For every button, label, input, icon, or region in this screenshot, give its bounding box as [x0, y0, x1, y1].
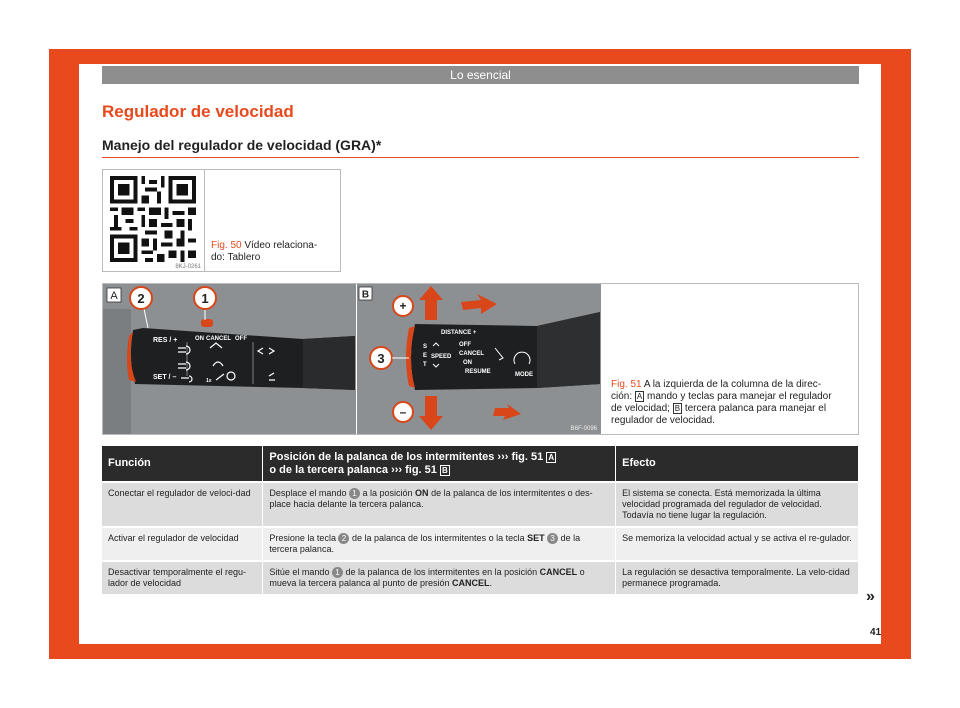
callout-number: 1	[332, 567, 343, 578]
function-table	[102, 446, 859, 594]
caption-line: mando y teclas para manejar el regulador	[647, 391, 832, 402]
callout-2: 2	[137, 291, 145, 306]
box-letter-a: A	[548, 452, 555, 462]
minus-callout: –	[399, 405, 407, 419]
figure-50-caption	[211, 240, 337, 264]
page-number: 41	[870, 627, 882, 638]
caption-line: ción:	[611, 391, 633, 402]
qr-code-video-link[interactable]	[103, 170, 205, 272]
figure-51-caption	[611, 379, 851, 427]
box-letter-b: B	[441, 465, 448, 475]
figure-label: Fig. 51	[611, 379, 642, 390]
set-label: SET / –	[153, 374, 177, 381]
on-label: ON	[195, 336, 204, 342]
header-efecto: Efecto	[616, 446, 859, 482]
key-label: SET	[527, 533, 545, 543]
cell-posicion: Desplace el mando 1 a la posición ON de la palanca de los intermitentes o des-place hacia delante la tercera palanca.	[263, 482, 616, 527]
on-label: ON	[463, 360, 472, 366]
callout-1: 1	[201, 291, 209, 306]
cell-funcion: Activar el regulador de velocidad	[102, 527, 263, 561]
box-letter-b: B	[674, 404, 681, 413]
callout-number: 3	[547, 533, 558, 544]
s-label: S	[423, 344, 428, 350]
callout-3: 3	[377, 351, 385, 366]
figure-code: 8KJ-0261	[175, 264, 201, 270]
section-header: Lo esencial	[102, 66, 859, 84]
panel-letter: B	[361, 289, 370, 301]
cell-efecto: La regulación se desactiva temporalmente. La velo-cidad permanece programada.	[616, 561, 859, 594]
caption-line: A la izquierda de la columna de la direc-	[643, 379, 822, 390]
callout-box-a	[107, 288, 121, 302]
key-label: CANCEL	[452, 578, 490, 589]
caption-line: tercera palanca para manejar el	[684, 403, 827, 414]
one-x-label: 1x	[206, 378, 212, 384]
header-posicion: Posición de la palanca de los intermitentes ››› fig. 51 A o de la tercera palanca ››› fig. 51 B	[263, 446, 616, 482]
key-label: CANCEL	[539, 567, 578, 578]
cell-efecto: Se memoriza la velocidad actual y se activa el re-gulador.	[616, 527, 859, 561]
cell-posicion: Presione la tecla 2 de la palanca de los intermitentes o la tecla SET 3 de la tercera palanca.	[263, 527, 616, 561]
page-title: Regulador de velocidad	[102, 102, 294, 121]
figure-51	[102, 283, 859, 435]
caption-line: de velocidad;	[611, 403, 670, 414]
table-row	[102, 482, 859, 527]
subtitle-divider	[102, 157, 859, 158]
figure-code: B6F-0096	[570, 426, 597, 432]
section-subtitle: Manejo del regulador de velocidad (GRA)*	[102, 137, 382, 153]
callout-number: 1	[349, 488, 360, 499]
cell-posicion: Sitúe el mando 1 de la palanca de los intermitentes en la posición CANCEL o mueva la tercera palanca al punto de presión CANCEL.	[263, 561, 616, 594]
cell-efecto: El sistema se conecta. Está memorizada la última velocidad programada del regulador de velocidad. Todavía no tiene lugar la regulación.	[616, 482, 859, 527]
figure-50	[102, 169, 341, 272]
t-label: T	[423, 362, 427, 368]
cancel-label: CANCEL	[206, 336, 231, 342]
table-header-row	[102, 446, 859, 482]
distance-label: DISTANCE +	[441, 330, 477, 336]
continue-mark: »	[866, 588, 875, 605]
res-label: RES / +	[153, 337, 178, 344]
header-funcion: Función	[102, 446, 263, 482]
cancel-label: CANCEL	[459, 351, 484, 357]
figure-label: Fig. 50	[211, 240, 242, 251]
box-letter-a: A	[636, 392, 643, 401]
key-label: ON	[415, 488, 429, 498]
caption-line: do: Tablero	[211, 252, 261, 263]
table-row	[102, 561, 859, 594]
off-label: OFF	[459, 342, 471, 348]
callout-box-b	[359, 287, 372, 301]
table-row	[102, 527, 859, 561]
figure-51-panel-a	[103, 284, 356, 434]
cell-funcion: Conectar el regulador de veloci-dad	[102, 482, 263, 527]
plus-callout: +	[399, 299, 407, 313]
speed-label: SPEED	[431, 354, 452, 360]
resume-label: RESUME	[465, 369, 491, 375]
caption-line: Vídeo relaciona-	[244, 240, 318, 251]
callout-number: 2	[338, 533, 349, 544]
qr-code-icon	[109, 176, 197, 262]
figure-51-panel-b	[356, 284, 600, 434]
panel-letter: A	[110, 290, 118, 302]
off-label: OFF	[235, 336, 247, 342]
mode-label: MODE	[515, 372, 533, 378]
caption-line: regulador de velocidad.	[611, 415, 715, 426]
e-label: E	[423, 353, 428, 359]
cell-funcion: Desactivar temporalmente el regu-lador de velocidad	[102, 561, 263, 594]
